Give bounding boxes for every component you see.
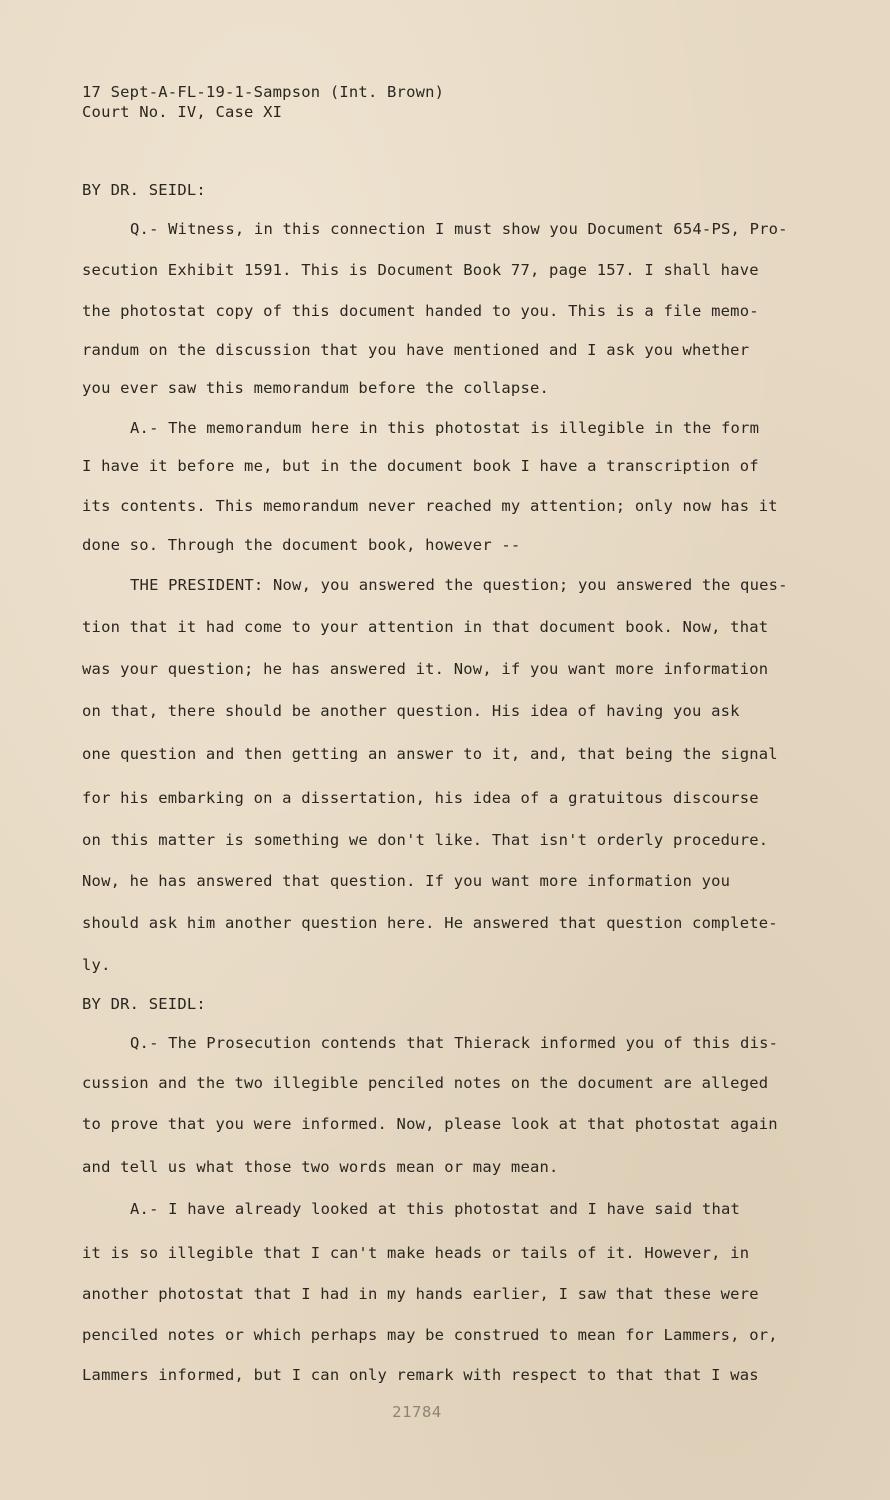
text-line: on that, there should be another question. His idea of having you ask	[82, 702, 740, 720]
speaker-heading: BY DR. SEIDL:	[82, 181, 206, 199]
page-number: 21784	[392, 1403, 442, 1421]
text-line: done so. Through the document book, however --	[82, 536, 521, 554]
text-line: Now, he has answered that question. If you want more information you	[82, 872, 731, 890]
text-line: Q.- The Prosecution contends that Thierack informed you of this dis-	[130, 1034, 779, 1052]
text-line: Lammers informed, but I can only remark with respect to that that I was	[82, 1366, 759, 1384]
text-line: it is so illegible that I can't make heads or tails of it. However, in	[82, 1244, 750, 1262]
text-line: its contents. This memorandum never reached my attention; only now has it	[82, 497, 778, 515]
text-line: secution Exhibit 1591. This is Document Book 77, page 157. I shall have	[82, 261, 759, 279]
text-line: I have it before me, but in the document book I have a transcription of	[82, 457, 759, 475]
text-line: you ever saw this memorandum before the collapse.	[82, 379, 550, 397]
text-line: on this matter is something we don't like. That isn't orderly procedure.	[82, 831, 769, 849]
text-line: for his embarking on a dissertation, his idea of a gratuitous discourse	[82, 789, 759, 807]
text-line: another photostat that I had in my hands earlier, I saw that these were	[82, 1285, 759, 1303]
text-line: was your question; he has answered it. Now, if you want more information	[82, 660, 769, 678]
text-line: THE PRESIDENT: Now, you answered the question; you answered the ques-	[130, 576, 788, 594]
text-line: one question and then getting an answer to it, and, that being the signal	[82, 745, 778, 763]
text-line: to prove that you were informed. Now, please look at that photostat again	[82, 1115, 778, 1133]
text-line: cussion and the two illegible penciled notes on the document are alleged	[82, 1074, 769, 1092]
text-line: tion that it had come to your attention in that document book. Now, that	[82, 618, 769, 636]
header-line-1: 17 Sept-A-FL-19-1-Sampson (Int. Brown)	[82, 83, 445, 101]
text-line: Q.- Witness, in this connection I must show you Document 654-PS, Pro-	[130, 220, 788, 238]
text-line: should ask him another question here. He answered that question complete-	[82, 914, 778, 932]
text-line: A.- I have already looked at this photostat and I have said that	[130, 1200, 741, 1218]
header-line-2: Court No. IV, Case XI	[82, 103, 283, 121]
text-line: randum on the discussion that you have mentioned and I ask you whether	[82, 341, 750, 359]
speaker-heading: BY DR. SEIDL:	[82, 995, 206, 1013]
text-line: penciled notes or which perhaps may be construed to mean for Lammers, or,	[82, 1326, 778, 1344]
text-line: the photostat copy of this document handed to you. This is a file memo-	[82, 302, 759, 320]
text-line: and tell us what those two words mean or may mean.	[82, 1158, 559, 1176]
text-line: ly.	[82, 956, 111, 974]
text-line: A.- The memorandum here in this photostat is illegible in the form	[130, 419, 760, 437]
